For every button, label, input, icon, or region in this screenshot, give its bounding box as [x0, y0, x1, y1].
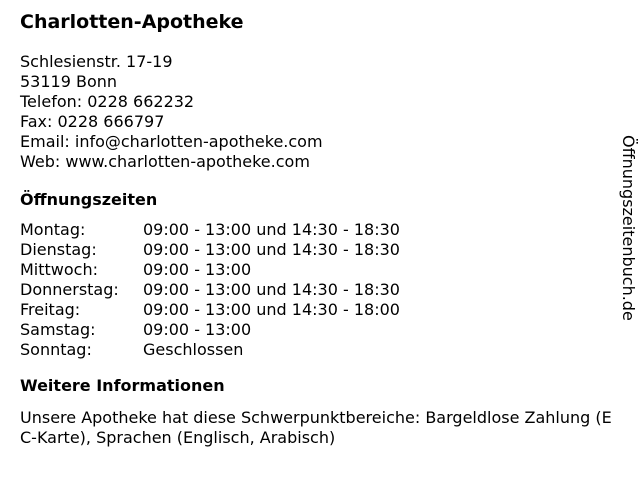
- hours-row-friday: [20, 300, 616, 320]
- hours-row-tuesday: [20, 240, 616, 260]
- hours-row-saturday: [20, 320, 616, 340]
- opening-hours-table: [20, 220, 616, 360]
- email-address: Email: info@charlotten-apotheke.com: [20, 132, 323, 151]
- time-range: 09:00 - 13:00: [143, 260, 252, 279]
- pharmacy-details: [20, 0, 616, 448]
- day-label: Montag:: [20, 220, 86, 239]
- hours-row-monday: [20, 220, 616, 240]
- day-label: Freitag:: [20, 300, 81, 319]
- fax-number: Fax: 0228 666797: [20, 112, 165, 131]
- phone-number: Telefon: 0228 662232: [20, 92, 195, 111]
- hours-row-sunday: [20, 340, 616, 360]
- street-address: Schlesienstr. 17-19: [20, 52, 173, 71]
- website-address: Web: www.charlotten-apotheke.com: [20, 152, 310, 171]
- time-range: 09:00 - 13:00: [143, 320, 252, 339]
- hours-row-wednesday: [20, 260, 616, 280]
- day-label: Dienstag:: [20, 240, 97, 259]
- time-range: 09:00 - 13:00 und 14:30 - 18:30: [143, 220, 400, 239]
- contact-block: [20, 52, 616, 172]
- time-range: 09:00 - 13:00 und 14:30 - 18:00: [143, 300, 400, 319]
- city-postal-code: 53119 Bonn: [20, 72, 118, 91]
- time-range: 09:00 - 13:00 und 14:30 - 18:30: [143, 240, 400, 259]
- opening-hours-heading: Öffnungszeiten: [20, 190, 158, 209]
- more-info-heading: Weitere Informationen: [20, 376, 225, 395]
- pharmacy-name: Charlotten-Apotheke: [20, 11, 244, 33]
- time-range: Geschlossen: [143, 340, 244, 359]
- time-range: 09:00 - 13:00 und 14:30 - 18:30: [143, 280, 400, 299]
- hours-row-thursday: [20, 280, 616, 300]
- day-label: Sonntag:: [20, 340, 92, 359]
- day-label: Donnerstag:: [20, 280, 119, 299]
- site-watermark: Öffnungszeitenbuch.de: [619, 135, 638, 321]
- day-label: Mittwoch:: [20, 260, 98, 279]
- more-info-text: Unsere Apotheke hat diese Schwerpunktbereiche: Bargeldlose Zahlung (EC-Karte), Sprachen (Englisch, Arabisch): [20, 408, 612, 447]
- day-label: Samstag:: [20, 320, 96, 339]
